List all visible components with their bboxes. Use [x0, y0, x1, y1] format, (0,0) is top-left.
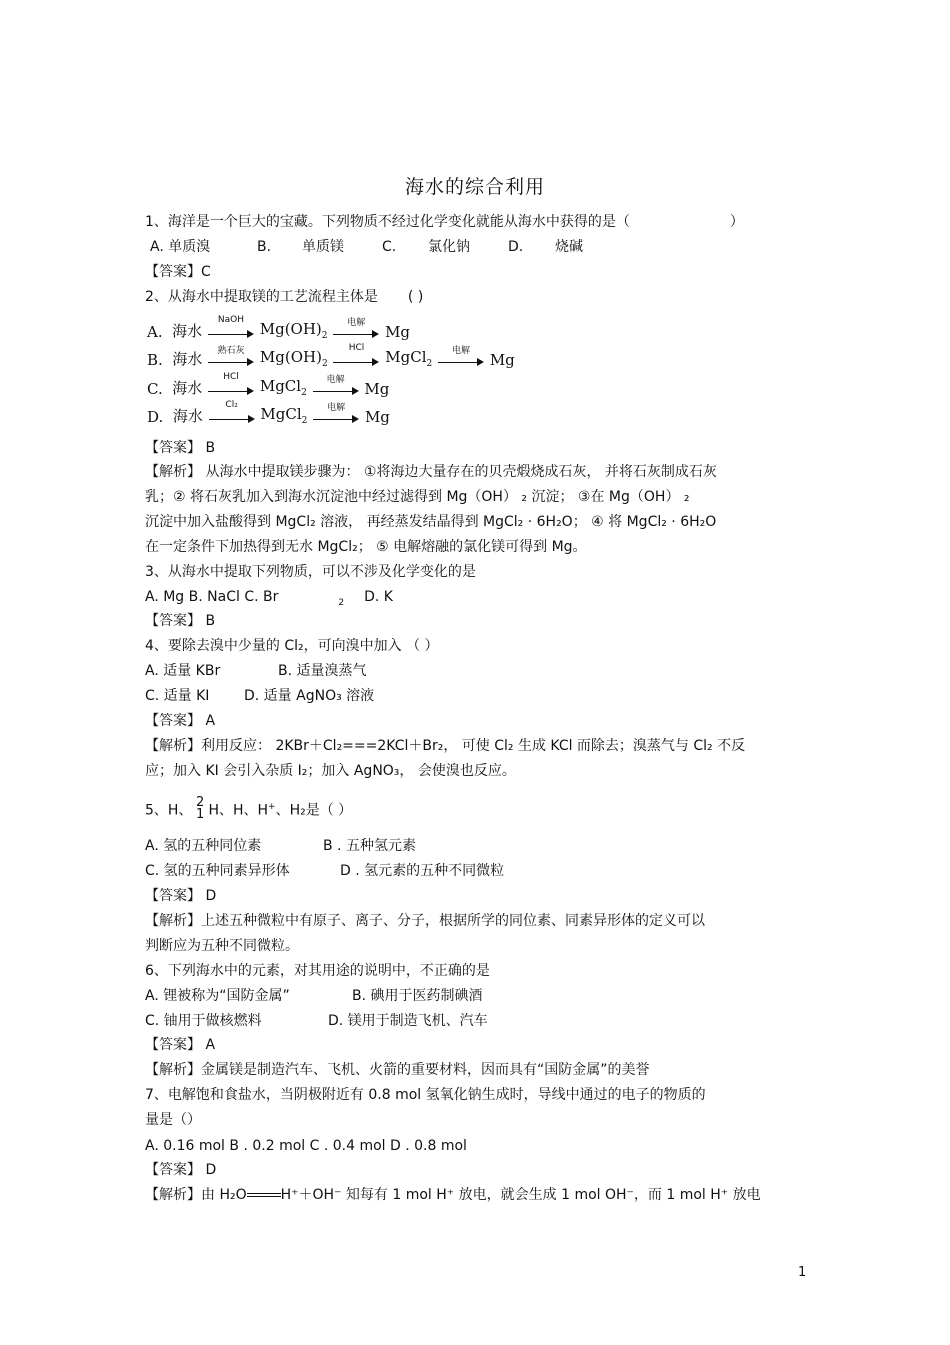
equilibrium-arrow-icon: [247, 1193, 281, 1197]
q2-analysis-line-1: 【解析】 从海水中提取镁步骤为： ①将海边大量存在的贝壳煅烧成石灰， 并将石灰制成石灰: [145, 464, 717, 480]
q4-option-b: B. 适量溴蒸气: [278, 663, 367, 679]
q1-stem: 1、海洋是一个巨大的宝藏。下列物质不经过化学变化就能从海水中获得的是（ ）: [145, 214, 744, 230]
q5-analysis-line-2: 判断应为五种不同微粒。: [145, 938, 299, 954]
q3-options: A. Mg B. NaCl C. Br $_2$ D. K: [145, 589, 393, 608]
q3-answer: 【答案】 B: [145, 613, 216, 629]
q6-option-d: D. 镁用于制造飞机、汽车: [328, 1013, 488, 1029]
q4-analysis-line-1: 【解析】利用反应： 2KBr＋Cl₂===2KCl＋Br₂， 可使 Cl₂ 生成 KCl 而除去；溴蒸气与 Cl₂ 不反: [145, 738, 746, 754]
q6-option-b: B. 碘用于医药制碘酒: [352, 988, 483, 1004]
arrow-icon: Cl₂: [209, 412, 255, 426]
q7-analysis: 【解析】由 H₂O H⁺＋OH⁻ 知每有 1 mol H⁺ 放电，就会生成 1 mol OH⁻，而 1 mol H⁺ 放电: [145, 1187, 761, 1203]
q5-analysis-line-1: 【解析】上述五种微粒中有原子、离子、分子，根据所学的同位素、同素异形体的定义可以: [145, 913, 705, 929]
q7-answer: 【答案】 D: [145, 1162, 217, 1178]
q4-stem: 4、要除去溴中少量的 Cl₂，可向溴中加入 （ ）: [145, 638, 439, 654]
page-title: 海水的综合利用: [404, 176, 545, 198]
q5-option-b: B . 五种氢元素: [323, 838, 416, 854]
arrow-icon: HCl: [333, 355, 379, 369]
arrow-icon: HCl: [208, 384, 254, 398]
q5-option-d: D . 氢元素的五种不同微粒: [340, 863, 505, 879]
q4-option-a: A. 适量 KBr: [145, 663, 221, 679]
q2-flow-b: B. 海水 熟石灰 $Mg(OH)_2$ HCl MgCl$_2$ 电解 Mg: [147, 343, 515, 369]
q4-option-d: D. 适量 AgNO₃ 溶液: [244, 688, 375, 704]
q7-stem-line-1: 7、电解饱和食盐水，当阴极附近有 0.8 mol 氢氧化钠生成时，导线中通过的电子的物质的: [145, 1087, 706, 1103]
q4-option-c: C. 适量 KI: [145, 688, 210, 704]
q7-options: A. 0.16 mol B . 0.2 mol C . 0.4 mol D . 0.8 mol: [145, 1138, 467, 1154]
q1-option-a: A. 单质溴: [150, 239, 211, 255]
arrow-icon: 电解: [313, 412, 359, 426]
q6-analysis: 【解析】金属镁是制造汽车、飞机、火箭的重要材料，因而具有“国防金属”的美誉: [145, 1062, 650, 1078]
arrow-icon: 电解: [438, 355, 484, 369]
q1-option-d-label: D.: [508, 239, 524, 255]
q1-option-c-text: 氯化钠: [428, 239, 470, 255]
q2-analysis-line-3: 沉淀中加入盐酸得到 MgCl₂ 溶液， 再经蒸发结晶得到 MgCl₂ · 6H₂O； ④ 将 MgCl₂ · 6H₂O: [145, 514, 717, 530]
arrow-icon: 电解: [333, 327, 379, 341]
q2-flow-d: D. 海水 Cl₂ MgCl$_2$ 电解 Mg: [147, 400, 390, 426]
q2-flow-c: C. 海水 HCl MgCl$_2$ 电解 Mg: [147, 372, 390, 398]
q4-answer: 【答案】 A: [145, 713, 216, 729]
q1-option-d-text: 烧碱: [555, 239, 583, 255]
q5-option-c: C. 氢的五种同素异形体: [145, 863, 290, 879]
q2-stem: 2、从海水中提取镁的工艺流程主体是 ( ): [145, 289, 424, 305]
q5-answer: 【答案】 D: [145, 888, 217, 904]
q6-option-c: C. 铀用于做核燃料: [145, 1013, 262, 1029]
q2-answer: 【答案】 B: [145, 440, 216, 456]
q2-analysis-line-2: 乳；② 将石灰乳加入到海水沉淀池中经过滤得到 Mg（OH） ₂ 沉淀； ③在 Mg（OH） ₂: [145, 489, 690, 505]
arrow-icon: 电解: [313, 384, 359, 398]
q5-stem: 5、H、 H、H、H+、H₂是（ ）: [145, 802, 353, 819]
arrow-icon: NaOH: [208, 327, 254, 341]
q2-flow-a: A. 海水 NaOH $Mg(OH)_2$ 电解 Mg: [147, 315, 411, 341]
page-number: 1: [798, 1265, 807, 1280]
q6-option-a: A. 锂被称为“国防金属”: [145, 988, 290, 1004]
q1-option-b-text: 单质镁: [302, 239, 344, 255]
q6-stem: 6、下列海水中的元素，对其用途的说明中，不正确的是: [145, 963, 490, 979]
q1-option-c-label: C.: [382, 239, 397, 255]
q4-analysis-line-2: 应；加入 KI 会引入杂质 I₂；加入 AgNO₃， 会使溴也反应。: [145, 763, 516, 779]
arrow-icon: 熟石灰: [208, 355, 254, 369]
q5-option-a: A. 氢的五种同位素: [145, 838, 262, 854]
q7-stem-line-2: 量是（）: [145, 1112, 201, 1128]
q5-nuclide-fraction: 2 1: [196, 795, 205, 822]
q1-option-b-label: B.: [257, 239, 272, 255]
q6-answer: 【答案】 A: [145, 1037, 216, 1053]
q2-analysis-line-4: 在一定条件下加热得到无水 MgCl₂； ⑤ 电解熔融的氯化镁可得到 Mg。: [145, 539, 587, 555]
q3-stem: 3、从海水中提取下列物质，可以不涉及化学变化的是: [145, 564, 476, 580]
q1-answer: 【答案】C: [145, 264, 211, 280]
